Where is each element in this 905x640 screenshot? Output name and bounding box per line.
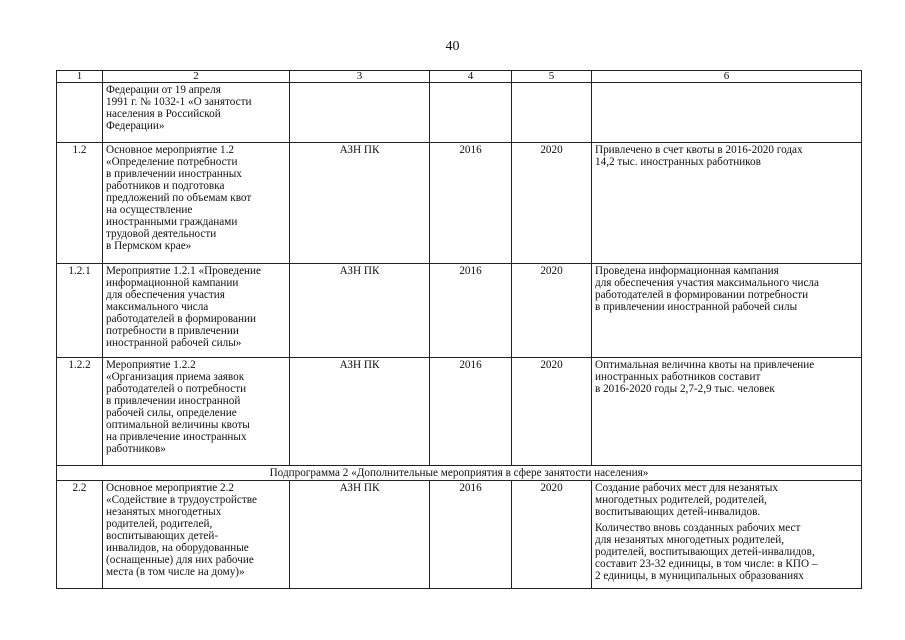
subprogram-title: Подпрограмма 2 «Дополнительные мероприятия в сфере занятости населения»: [57, 466, 862, 481]
col-header-2: 2: [103, 71, 290, 83]
row-start-year: 2016: [430, 481, 512, 589]
row-start-year: 2016: [430, 143, 512, 264]
row-start-year: 2016: [430, 358, 512, 466]
row-number: 2.2: [57, 481, 103, 589]
page-number: 40: [445, 39, 460, 54]
row-description: Основное мероприятие 1.2 «Определение потребности в привлечении иностранных работников и подготовка предложений по объемам квот на осуществление иностранными гражданами трудовой деятельности в Пермском крае»: [103, 143, 290, 264]
row-start-year: [430, 83, 512, 143]
row-end-year: 2020: [512, 264, 592, 358]
measures-table: [56, 70, 862, 589]
row-executor: АЗН ПК: [290, 481, 430, 589]
row-result: Привлечено в счет квоты в 2016-2020 годах 14,2 тыс. иностранных работников: [592, 143, 862, 264]
row-number: 1.2.2: [57, 358, 103, 466]
row-number: [57, 83, 103, 143]
row-executor: АЗН ПК: [290, 358, 430, 466]
col-header-3: 3: [290, 71, 430, 83]
row-result: Оптимальная величина квоты на привлечение иностранных работников составит в 2016-2020 годы 2,7-2,9 тыс. человек: [592, 358, 862, 466]
col-header-6: 6: [592, 71, 862, 83]
col-header-5: 5: [512, 71, 592, 83]
table-row: [57, 358, 862, 466]
result-paragraph-1: Создание рабочих мест для незанятых многодетных родителей, родителей, воспитывающих детей-инвалидов.: [595, 482, 779, 518]
row-number: 1.2: [57, 143, 103, 264]
col-header-1: 1: [57, 71, 103, 83]
row-description: Федерации от 19 апреля 1991 г. № 1032-1 «О занятости населения в Российской Федерации»: [103, 83, 290, 143]
row-executor: АЗН ПК: [290, 264, 430, 358]
row-end-year: [512, 83, 592, 143]
row-executor: АЗН ПК: [290, 143, 430, 264]
result-paragraph-2: Количество вновь созданных рабочих мест для незанятых многодетных родителей, родителей, воспитывающих детей-инвалидов, составит 23-32 единицы, в том числе: в КПО – 2 единицы, в муниципальных образованиях: [595, 522, 818, 582]
table-row: [57, 83, 862, 143]
row-end-year: 2020: [512, 143, 592, 264]
row-result: [592, 481, 862, 589]
row-start-year: 2016: [430, 264, 512, 358]
subprogram-row: [57, 466, 862, 481]
table-row: [57, 481, 862, 589]
row-end-year: 2020: [512, 481, 592, 589]
column-number-row: [57, 71, 862, 83]
row-description: Мероприятие 1.2.2 «Организация приема заявок работодателей о потребности в привлечении иностранной рабочей силы, определение оптимальной величины квоты на привлечение иностранных работников»: [103, 358, 290, 466]
row-description: Мероприятие 1.2.1 «Проведение информационной кампании для обеспечения участия максимального числа работодателей в формировании потребности в привлечении иностранной рабочей силы»: [103, 264, 290, 358]
row-end-year: 2020: [512, 358, 592, 466]
row-number: 1.2.1: [57, 264, 103, 358]
row-result: [592, 83, 862, 143]
table-row: [57, 143, 862, 264]
row-result: Проведена информационная кампания для обеспечения участия максимального числа работодателей в формировании потребности в привлечении иностранной рабочей силы: [592, 264, 862, 358]
row-description: Основное мероприятие 2.2 «Содействие в трудоустройстве незанятых многодетных родителей, родителей, воспитывающих детей- инвалидов, на оборудованные (оснащенные) для них рабочие места (в том числе на дому)»: [103, 481, 290, 589]
row-executor: [290, 83, 430, 143]
table-row: [57, 264, 862, 358]
col-header-4: 4: [430, 71, 512, 83]
